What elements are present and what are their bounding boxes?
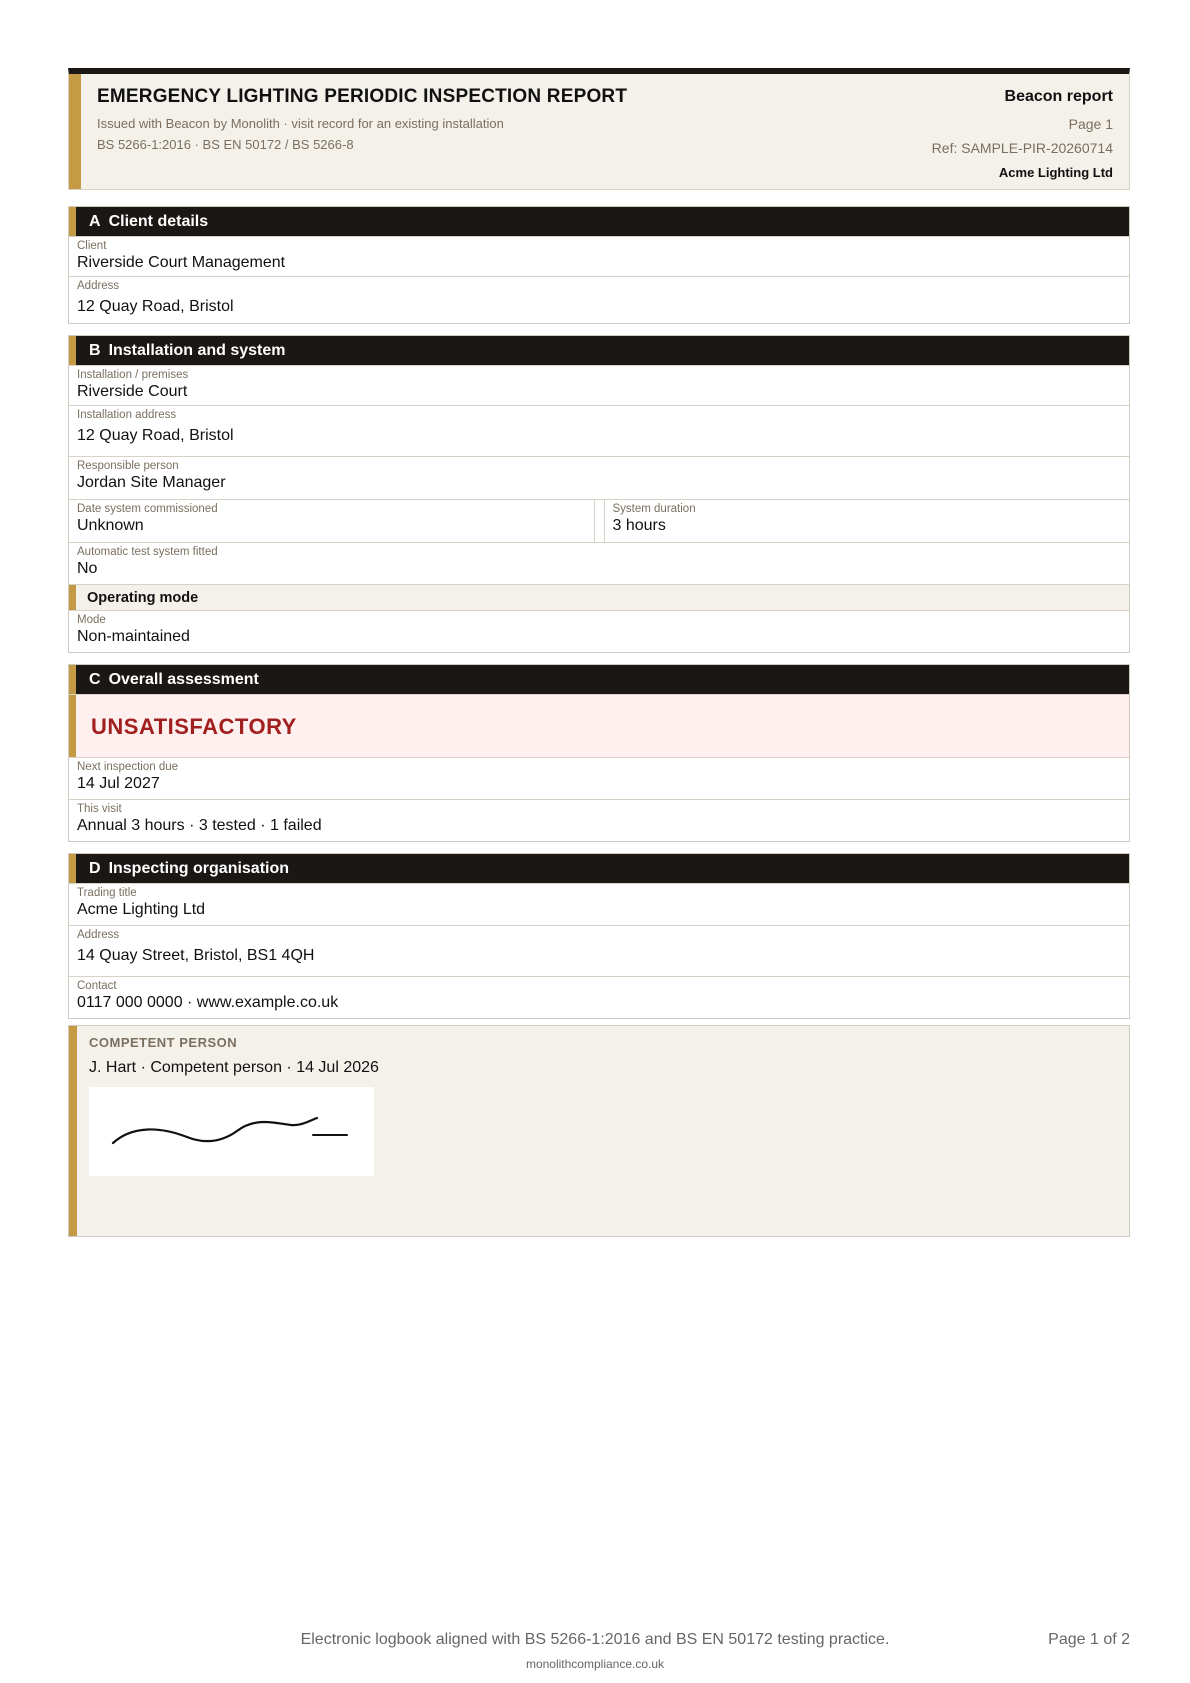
signature-image [89, 1087, 374, 1176]
section-title: Client details [108, 213, 209, 230]
header-right [932, 88, 1113, 180]
field-this-visit [69, 799, 1129, 841]
field-value: 0117 000 0000 · www.example.co.uk [77, 994, 339, 1011]
signature-box [89, 1087, 374, 1176]
field-org-address [69, 925, 1129, 976]
section-title: Inspecting organisation [108, 860, 290, 877]
field-row-commissioned-duration [69, 499, 1129, 542]
competent-accent-bar [69, 1026, 77, 1236]
report-standards: BS 5266-1:2016 · BS EN 50172 / BS 5266-8 [97, 137, 354, 152]
field-label: Address [77, 929, 120, 941]
field-value: No [77, 560, 98, 577]
brand-label: Beacon report [1004, 88, 1113, 105]
field-next-inspection [69, 757, 1129, 799]
assessment-verdict [69, 694, 1129, 757]
section-header [69, 854, 1129, 883]
field-mode [69, 610, 1129, 652]
section-letter: C [89, 671, 101, 688]
field-value: Annual 3 hours · 3 tested · 1 failed [77, 817, 322, 834]
field-label: Trading title [77, 887, 137, 899]
competent-person-panel [68, 1025, 1130, 1237]
field-value: 12 Quay Road, Bristol [77, 298, 234, 315]
field-label: Client [77, 240, 107, 252]
section-client-details [68, 206, 1130, 324]
field-value: Riverside Court [77, 383, 188, 400]
page-number: Page 1 [1068, 116, 1113, 132]
section-accent-bar [69, 665, 76, 694]
field-label: Responsible person [77, 460, 179, 472]
field-client [69, 236, 1129, 276]
field-installation-address [69, 405, 1129, 456]
subsection-title: Operating mode [87, 590, 199, 606]
section-letter: A [89, 213, 101, 230]
section-header [69, 336, 1129, 365]
section-letter: B [89, 342, 101, 359]
footer-url: monolithcompliance.co.uk [525, 1657, 665, 1671]
field-label: System duration [612, 503, 696, 515]
field-value: Riverside Court Management [77, 254, 286, 271]
field-label: This visit [77, 803, 122, 815]
field-label: Date system commissioned [77, 503, 218, 515]
field-contact [69, 976, 1129, 1018]
section-accent-bar [69, 207, 76, 236]
field-value: Acme Lighting Ltd [77, 901, 206, 918]
section-installation [68, 335, 1130, 653]
report-subtitle: Issued with Beacon by Monolith · visit record for an existing installation [97, 116, 504, 131]
competent-person-title: COMPETENT PERSON [89, 1035, 238, 1050]
field-value: 14 Jul 2027 [77, 775, 160, 792]
section-title: Installation and system [108, 342, 286, 359]
field-label: Next inspection due [77, 761, 179, 773]
footer-page-number: Page 1 of 2 [1048, 1631, 1130, 1648]
field-label: Automatic test system fitted [77, 546, 218, 558]
verdict-accent-bar [69, 695, 76, 757]
report-header [68, 68, 1130, 190]
field-label: Installation / premises [77, 369, 189, 381]
report-title: EMERGENCY LIGHTING PERIODIC INSPECTION REPORT [97, 86, 628, 107]
section-accent-bar [69, 854, 76, 883]
field-label: Address [77, 280, 120, 292]
field-value: 12 Quay Road, Bristol [77, 427, 234, 444]
field-commissioned [69, 500, 594, 542]
field-premises [69, 365, 1129, 405]
report-page [68, 68, 1130, 1237]
field-trading-title [69, 883, 1129, 925]
section-header [69, 207, 1129, 236]
report-ref: Ref: SAMPLE-PIR-20260714 [931, 140, 1113, 156]
verdict-text: UNSATISFACTORY [91, 714, 297, 739]
field-value: 14 Quay Street, Bristol, BS1 4QH [77, 947, 315, 964]
header-organisation: Acme Lighting Ltd [998, 165, 1113, 180]
section-letter: D [89, 860, 101, 877]
header-left [97, 86, 627, 152]
field-label: Mode [77, 614, 106, 626]
field-client-address [69, 276, 1129, 323]
section-overall-assessment [68, 664, 1130, 842]
field-value: Non-maintained [77, 628, 190, 645]
field-auto-test [69, 542, 1129, 584]
section-inspecting-organisation [68, 853, 1130, 1019]
field-duration [604, 500, 1130, 542]
section-title: Overall assessment [108, 671, 259, 688]
field-value: Jordan Site Manager [77, 474, 226, 491]
section-accent-bar [69, 336, 76, 365]
subsection-accent-bar [69, 585, 76, 610]
field-label: Contact [77, 980, 117, 992]
footer-text: Electronic logbook aligned with BS 5266-1:2016 and BS EN 50172 testing practice. [300, 1631, 890, 1648]
header-accent-bar [69, 74, 81, 189]
section-header [69, 665, 1129, 694]
competent-person-details: J. Hart · Competent person · 14 Jul 2026 [89, 1059, 379, 1076]
field-value: 3 hours [612, 517, 666, 534]
field-value: Unknown [77, 517, 144, 534]
field-label: Installation address [77, 409, 177, 421]
subsection-operating-mode [69, 584, 1129, 610]
field-responsible-person [69, 456, 1129, 499]
